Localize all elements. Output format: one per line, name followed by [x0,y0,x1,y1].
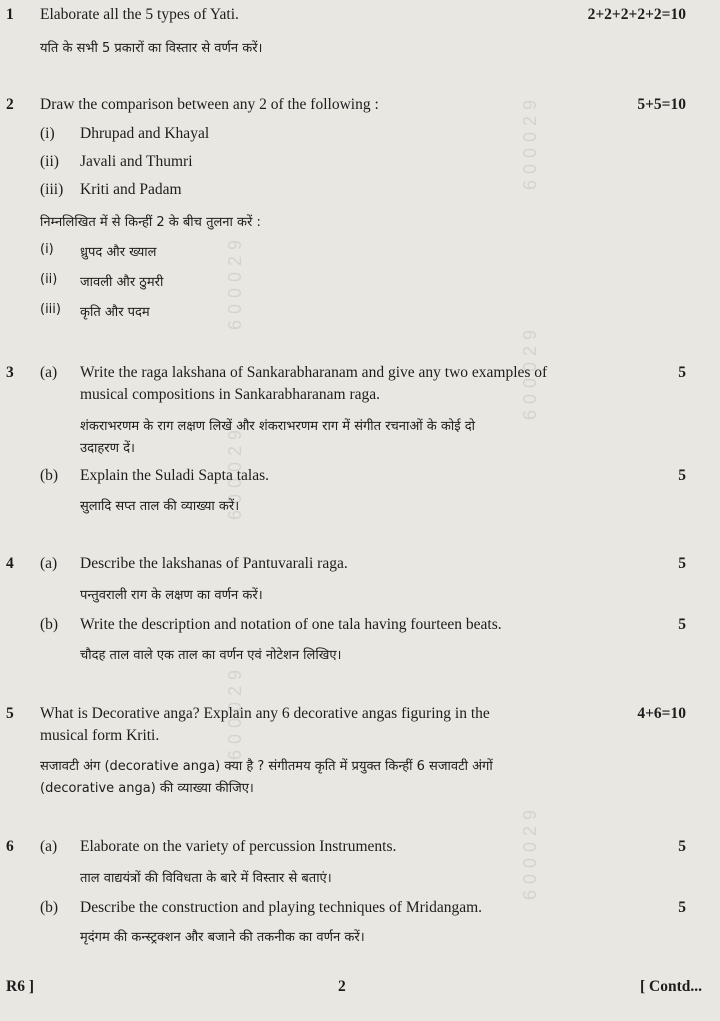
watermark-4: 600029 [225,423,245,520]
watermark-5: 600029 [225,663,245,760]
q6b-hi1: मृदंगम की कन्स्ट्रक्शन और बजाने की तकनीक का वर्णन करें। [80,930,365,945]
q4-number: 4 [6,555,14,572]
q1-number: 1 [6,6,14,23]
q3-number: 3 [6,364,14,381]
q5-line1: What is Decorative anga? Explain any 6 decorative angas figuring in the [40,705,490,722]
q4a-line1: Describe the lakshanas of Pantuvarali raga. [80,555,348,572]
q2-option-2-text: Javali and Thumri [80,153,193,170]
watermark-6: 600029 [520,803,540,900]
q4a-label: (a) [40,555,58,572]
q4a-marks: 5 [678,555,686,572]
q4a-hi1: पन्तुवराली राग के लक्षण का वर्णन करें। [80,588,263,603]
q3b-line1: Explain the Suladi Sapta talas. [80,467,269,484]
q3a-label: (a) [40,364,58,381]
q1-marks: 2+2+2+2+2=10 [587,6,686,23]
q3a-hi2: उदाहरण दें। [80,441,135,456]
q3a-marks: 5 [678,364,686,381]
q2-option-hi-2-text: जावली और ठुमरी [80,275,164,290]
q2-option-2-label: (ii) [40,153,59,170]
q2-option-hi-3-label: (iii) [40,302,61,317]
q5-hi1: सजावटी अंग (decorative anga) क्या है ? संगीतमय कृति में प्रयुक्त किन्हीं 6 सजावटी अंगों [40,759,493,774]
q2-option-hi-2-label: (ii) [40,272,58,287]
q1-text-en: Elaborate all the 5 types of Yati. [40,6,239,23]
q4b-line1: Write the description and notation of one tala having fourteen beats. [80,616,502,633]
q2-option-1-text: Dhrupad and Khayal [80,125,210,142]
q6a-hi1: ताल वाद्ययंत्रों की विविधता के बारे में विस्तार से बताएं। [80,871,332,886]
q2-option-hi-1-label: (i) [40,242,54,257]
q3a-hi1: शंकराभरणम के राग लक्षण लिखें और शंकराभरणम राग में संगीत रचनाओं के कोई दो [80,419,476,434]
q2-number: 2 [6,96,14,113]
q4b-marks: 5 [678,616,686,633]
q6a-line1: Elaborate on the variety of percussion Instruments. [80,838,397,855]
q2-option-hi-1-text: ध्रुपद और ख्याल [80,245,157,260]
q3b-label: (b) [40,467,59,484]
watermark-3: 600029 [520,323,540,420]
q5-hi2: (decorative anga) की व्याख्या कीजिए। [40,781,254,796]
q5-line2: musical form Kriti. [40,727,160,744]
footer-contd: [ Contd... [639,978,702,995]
q3a-line1: Write the raga lakshana of Sankarabharanam and give any two examples of [80,364,548,381]
q2-text-hi: निम्नलिखित में से किन्हीं 2 के बीच तुलना करें : [40,215,261,230]
q5-number: 5 [6,705,14,722]
q6a-marks: 5 [678,838,686,855]
q2-marks: 5+5=10 [637,96,686,113]
q4b-hi1: चौदह ताल वाले एक ताल का वर्णन एवं नोटेशन लिखिए। [80,648,342,663]
watermark-2: 600029 [520,93,540,190]
q5-marks: 4+6=10 [637,705,686,722]
q2-option-3-label: (iii) [40,181,64,198]
watermark-1: 600029 [225,233,245,330]
q3b-marks: 5 [678,467,686,484]
q2-text-en: Draw the comparison between any 2 of the following : [40,96,379,113]
q3a-line2: musical compositions in Sankarabharanam raga. [80,386,381,403]
footer-page-number: 2 [338,978,346,995]
footer-code: R6 ] [6,978,34,995]
q1-text-hi: यति के सभी 5 प्रकारों का विस्तार से वर्णन करें। [40,41,263,56]
q6b-marks: 5 [678,899,686,916]
q6b-line1: Describe the construction and playing techniques of Mridangam. [80,899,483,916]
q2-option-1-label: (i) [40,125,55,142]
q2-option-hi-3-text: कृति और पदम [80,305,150,320]
q2-option-3-text: Kriti and Padam [80,181,182,198]
q3b-hi1: सुलादि सप्त ताल की व्याख्या करें। [80,499,240,514]
q6-number: 6 [6,838,14,855]
q6a-label: (a) [40,838,58,855]
q6b-label: (b) [40,899,59,916]
q4b-label: (b) [40,616,59,633]
